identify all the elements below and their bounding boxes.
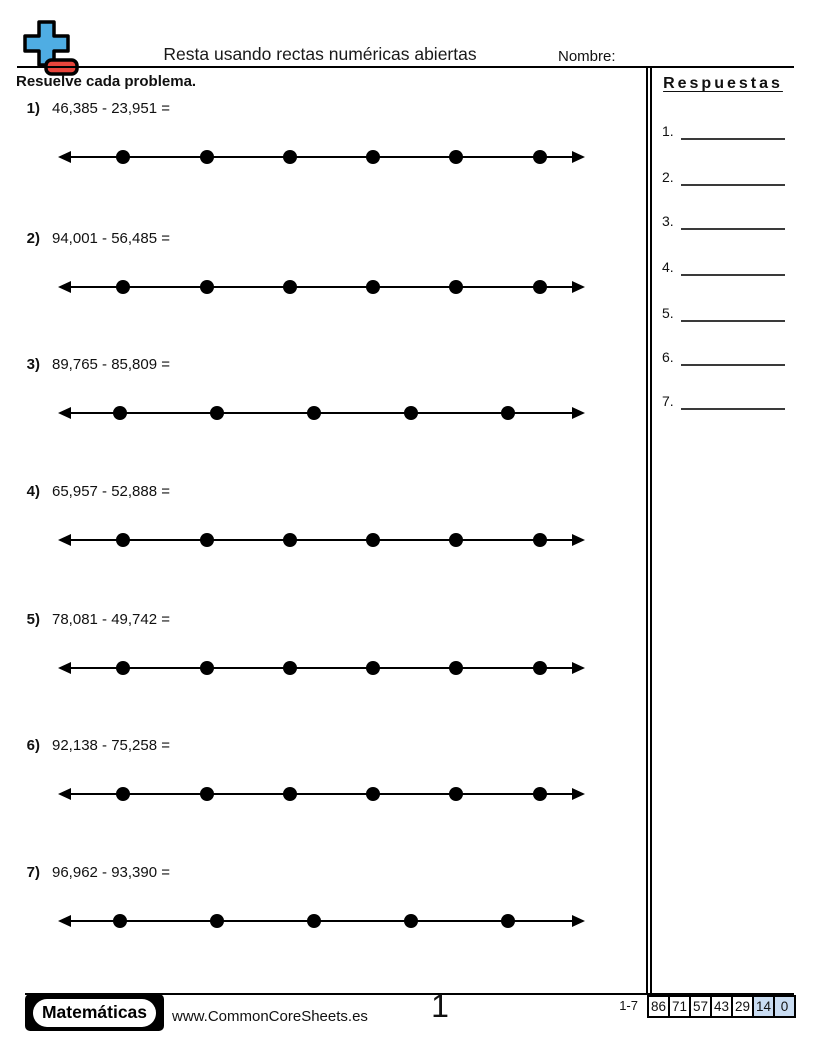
- score-range-label: 1-7: [619, 998, 638, 1013]
- answers-title: Respuestas: [663, 75, 783, 92]
- number-line-dot: [501, 406, 515, 420]
- arrow-right-icon: [572, 788, 585, 800]
- score-tracker: [570, 995, 796, 1018]
- number-line-dot: [366, 787, 380, 801]
- number-line-dot: [366, 280, 380, 294]
- answer-row-1: [662, 116, 785, 140]
- problem-5: [16, 611, 628, 691]
- problem-number: 1): [26, 100, 40, 117]
- site-url: www.CommonCoreSheets.es: [172, 1008, 368, 1025]
- problem-text: [16, 611, 170, 628]
- problem-number: 3): [26, 356, 40, 373]
- problem-3: [16, 356, 628, 436]
- problem-text: [16, 356, 170, 373]
- score-cell-71: 71: [668, 995, 691, 1018]
- number-line-dot: [366, 533, 380, 547]
- score-cell-0: 0: [773, 995, 796, 1018]
- number-line: [58, 787, 585, 801]
- number-line: [58, 914, 585, 928]
- arrow-right-icon: [572, 534, 585, 546]
- problem-expression: 92,138 - 75,258 =: [52, 737, 171, 754]
- number-line-dot: [404, 406, 418, 420]
- answer-number: 1.: [662, 123, 674, 139]
- number-line-dot: [200, 533, 214, 547]
- answer-row-4: [662, 252, 785, 276]
- brand-label: Matemáticas: [33, 999, 156, 1027]
- number-line-dot: [307, 914, 321, 928]
- problem-expression: 89,765 - 85,809 =: [52, 356, 171, 373]
- answer-blank[interactable]: [681, 254, 785, 276]
- problem-7: [16, 864, 628, 944]
- score-cell-57: 57: [689, 995, 712, 1018]
- score-cells: [647, 995, 796, 1018]
- number-line-dot: [200, 787, 214, 801]
- problem-6: [16, 737, 628, 817]
- arrow-right-icon: [572, 407, 585, 419]
- problem-text: [16, 230, 170, 247]
- number-line-dot: [116, 280, 130, 294]
- number-line-dot: [533, 150, 547, 164]
- problem-text: [16, 864, 170, 881]
- problem-number: 2): [26, 230, 40, 247]
- problem-number: 7): [26, 864, 40, 881]
- problem-text: [16, 100, 170, 117]
- number-line-dot: [283, 533, 297, 547]
- number-line-dot: [449, 280, 463, 294]
- answer-row-6: [662, 342, 785, 366]
- number-line: [58, 533, 585, 547]
- brand-badge: [25, 994, 164, 1031]
- page-title: Resta usando rectas numéricas abiertas: [163, 44, 477, 64]
- number-line: [58, 150, 585, 164]
- number-line-dot: [116, 787, 130, 801]
- answers-panel: [646, 68, 794, 994]
- number-line-dot: [366, 661, 380, 675]
- number-line-dot: [533, 280, 547, 294]
- number-line-dot: [200, 150, 214, 164]
- number-line-dot: [307, 406, 321, 420]
- number-line-dot: [449, 787, 463, 801]
- arrow-right-icon: [572, 281, 585, 293]
- arrow-right-icon: [572, 151, 585, 163]
- answer-number: 6.: [662, 349, 674, 365]
- number-line: [58, 661, 585, 675]
- problem-expression: 94,001 - 56,485 =: [52, 230, 171, 247]
- number-line-dot: [449, 661, 463, 675]
- number-line-dot: [533, 533, 547, 547]
- answer-number: 2.: [662, 169, 674, 185]
- problem-number: 5): [26, 611, 40, 628]
- answer-number: 7.: [662, 393, 674, 409]
- page-number: 1: [431, 988, 449, 1024]
- number-line-dot: [366, 150, 380, 164]
- arrow-right-icon: [572, 662, 585, 674]
- number-line-dot: [449, 150, 463, 164]
- number-line-bar: [65, 539, 578, 541]
- number-line-dot: [449, 533, 463, 547]
- problem-1: [16, 100, 628, 180]
- answer-number: 3.: [662, 213, 674, 229]
- number-line-dot: [404, 914, 418, 928]
- answer-blank[interactable]: [681, 164, 785, 186]
- number-line-dot: [501, 914, 515, 928]
- answer-row-5: [662, 298, 785, 322]
- answer-row-2: [662, 162, 785, 186]
- answer-number: 5.: [662, 305, 674, 321]
- number-line-dot: [210, 406, 224, 420]
- score-cell-29: 29: [731, 995, 754, 1018]
- number-line-dot: [533, 661, 547, 675]
- score-cell-14: 14: [752, 995, 775, 1018]
- number-line-dot: [113, 914, 127, 928]
- answer-row-3: [662, 206, 785, 230]
- problem-expression: 46,385 - 23,951 =: [52, 100, 171, 117]
- problem-4: [16, 483, 628, 563]
- number-line-dot: [533, 787, 547, 801]
- name-label: Nombre:: [558, 48, 616, 65]
- answer-blank[interactable]: [681, 388, 785, 410]
- number-line-bar: [65, 793, 578, 795]
- number-line-dot: [116, 533, 130, 547]
- score-cell-43: 43: [710, 995, 733, 1018]
- problem-number: 4): [26, 483, 40, 500]
- answer-blank[interactable]: [681, 300, 785, 322]
- problem-expression: 96,962 - 93,390 =: [52, 864, 171, 881]
- number-line-dot: [116, 150, 130, 164]
- number-line-dot: [116, 661, 130, 675]
- problem-text: [16, 483, 170, 500]
- number-line: [58, 280, 585, 294]
- instruction-text: Resuelve cada problema.: [16, 73, 197, 90]
- number-line-dot: [200, 661, 214, 675]
- score-cell-86: 86: [647, 995, 670, 1018]
- answer-blank[interactable]: [681, 208, 785, 230]
- number-line-dot: [283, 661, 297, 675]
- answer-blank[interactable]: [681, 118, 785, 140]
- number-line-dot: [283, 787, 297, 801]
- number-line-dot: [210, 914, 224, 928]
- problem-expression: 78,081 - 49,742 =: [52, 611, 171, 628]
- number-line-bar: [65, 156, 578, 158]
- arrow-right-icon: [572, 915, 585, 927]
- number-line-dot: [283, 150, 297, 164]
- problem-number: 6): [26, 737, 40, 754]
- problem-2: [16, 230, 628, 310]
- number-line: [58, 406, 585, 420]
- answer-row-7: [662, 386, 785, 410]
- number-line-bar: [65, 286, 578, 288]
- number-line-dot: [113, 406, 127, 420]
- answer-blank[interactable]: [681, 344, 785, 366]
- number-line-bar: [65, 667, 578, 669]
- answer-number: 4.: [662, 259, 674, 275]
- problem-text: [16, 737, 170, 754]
- number-line-dot: [283, 280, 297, 294]
- number-line-dot: [200, 280, 214, 294]
- problem-expression: 65,957 - 52,888 =: [52, 483, 171, 500]
